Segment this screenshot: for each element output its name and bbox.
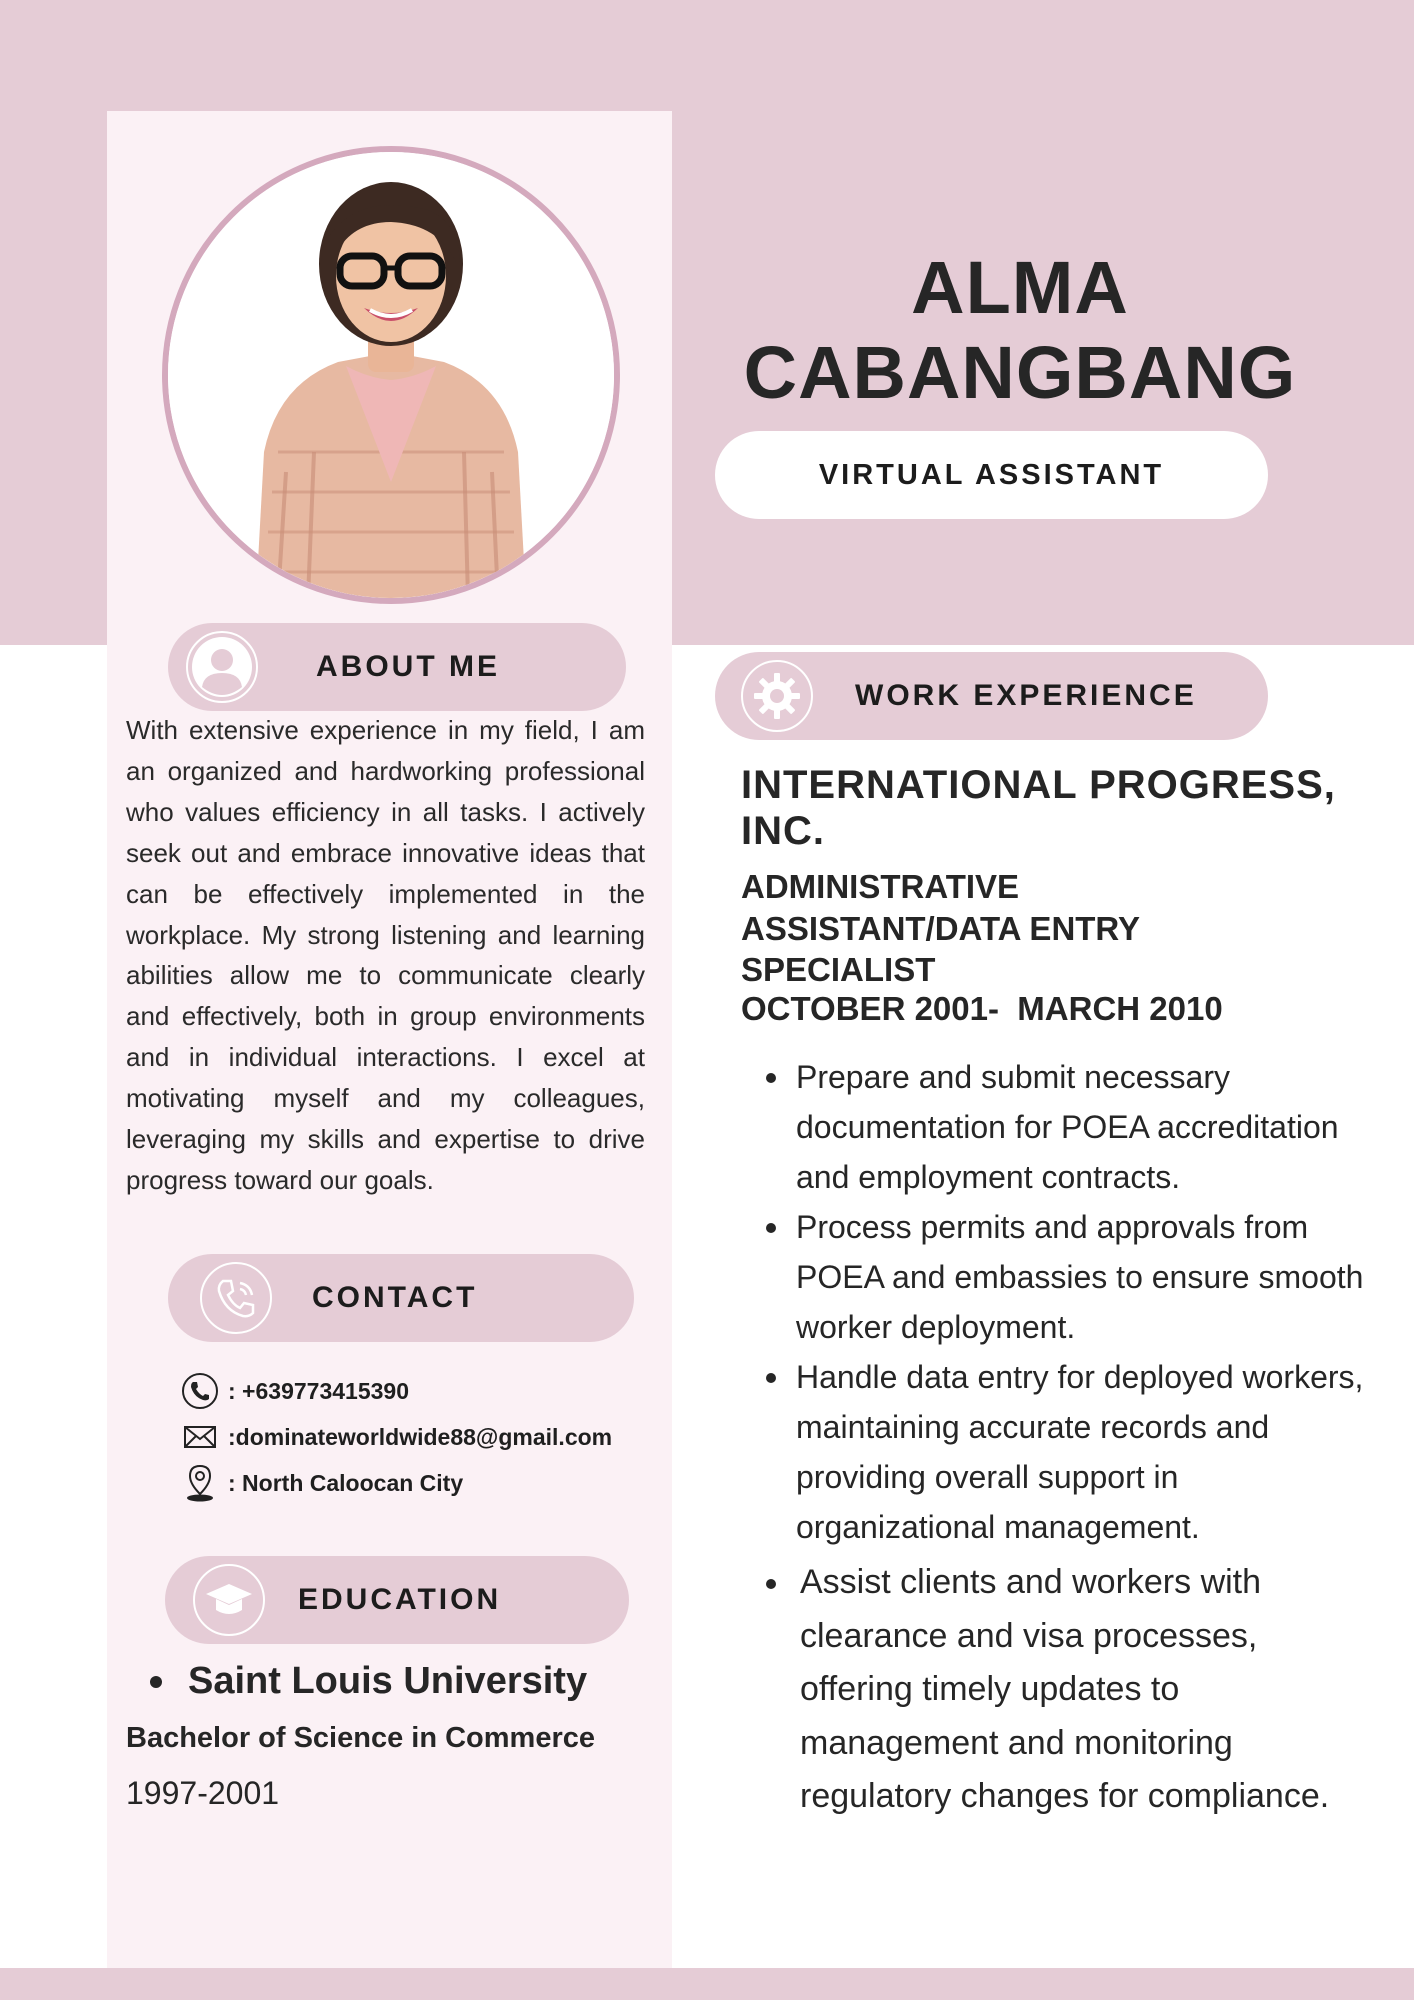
list-item: Assist clients and workers with clearance and visa processes, offering timely updates to management and monitoring regulatory changes for compliance. [766, 1556, 1366, 1824]
bullet-dot [150, 1676, 162, 1688]
user-icon [186, 631, 258, 703]
role-badge [715, 431, 1268, 519]
school-label: Saint Louis University [188, 1660, 588, 1702]
contact-location [178, 1460, 658, 1506]
responsibilities-list [766, 1052, 1366, 1824]
contact-list [178, 1368, 658, 1506]
job-dates: OCTOBER 2001- MARCH 2010 [741, 990, 1223, 1027]
experience-title: WORK EXPERIENCE [855, 679, 1197, 712]
profile-photo [162, 146, 620, 604]
phone-number[interactable]: : +639773415390 [228, 1377, 409, 1404]
contact-section-header [168, 1254, 634, 1342]
graduation-cap-icon [193, 1564, 265, 1636]
list-item: Process permits and approvals from POEA and embassies to ensure smooth worker deployment. [766, 1202, 1366, 1352]
degree: Bachelor of Science in Commerce [126, 1722, 595, 1754]
footer-band [0, 1968, 1414, 2000]
company-name: INTERNATIONAL PROGRESS, INC. [741, 763, 1336, 853]
experience-section-header [715, 652, 1268, 740]
role-label: VIRTUAL ASSISTANT [818, 458, 1165, 491]
gear-icon [741, 660, 813, 732]
school-name [150, 1660, 587, 1703]
about-text: With extensive experience in my field, I am an organized and hardworking professional who values efficiency in all tasks. I actively seek out and embrace innovative ideas that can be effectively implemented in the workplace. My strong listening and learning abilities allow me to communicate clearly and effectively, both in group environments and in individual interactions. I excel at motivating myself and my colleagues, leveraging my skills and expertise to drive progress toward our goals. [126, 715, 645, 1195]
list-item: Handle data entry for deployed workers, maintaining accurate records and providing overall support in organizational management. [766, 1352, 1366, 1552]
phone-icon [178, 1371, 222, 1411]
location-text: : North Caloocan City [228, 1469, 464, 1496]
phone-icon [200, 1262, 272, 1334]
contact-email [178, 1414, 658, 1460]
last-name: CABANGBANG [743, 331, 1297, 414]
first-name: ALMA [911, 246, 1129, 329]
education-years: 1997-2001 [126, 1775, 280, 1811]
contact-title: CONTACT [312, 1281, 478, 1314]
contact-phone [178, 1368, 658, 1414]
email-address[interactable]: :dominateworldwide88@gmail.com [228, 1423, 613, 1450]
job-title: ADMINISTRATIVE ASSISTANT/DATA ENTRY SPECIALIST [741, 868, 1140, 988]
about-title: ABOUT ME [316, 650, 500, 683]
about-section-header [168, 623, 626, 711]
education-title: EDUCATION [298, 1583, 502, 1616]
mail-icon [178, 1417, 222, 1457]
location-pin-icon [178, 1463, 222, 1503]
list-item: Prepare and submit necessary documentation for POEA accreditation and employment contracts. [766, 1052, 1366, 1202]
education-section-header [165, 1556, 629, 1644]
